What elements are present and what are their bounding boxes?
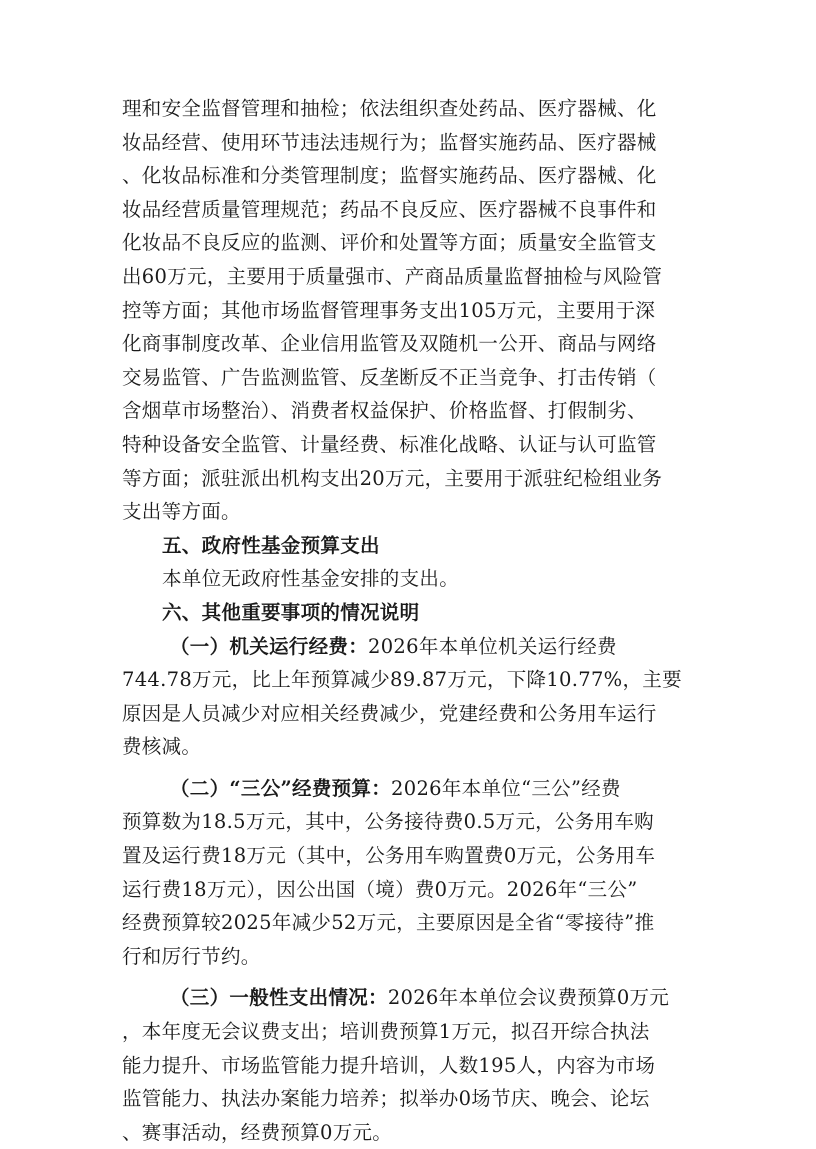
- text-line: 妆品经营质量管理规范；药品不良反应、医疗器械不良事件和: [122, 197, 657, 221]
- subsection-label: （三）一般性支出情况：: [170, 986, 388, 1010]
- subsection-first-line: 2026年本单位“三公”经费: [391, 776, 621, 800]
- text-line: 出60万元，主要用于质量强市、产商品质量监督抽检与风险管: [122, 264, 663, 288]
- subsection-first-line: 2026年本单位机关运行经费: [368, 634, 617, 658]
- text-line: 744.78万元，比上年预算减少89.87万元，下降10.77%，主要: [122, 668, 682, 692]
- subsection-label: （二）“三公”经费预算：: [170, 776, 392, 800]
- text-line: 理和安全监督管理和抽检；依法组织查处药品、医疗器械、化: [122, 97, 657, 120]
- section-heading-five: 五、政府性基金预算支出: [162, 533, 380, 557]
- text-line: 化商事制度改革、企业信用监管及双随机一公开、商品与网络: [122, 332, 657, 356]
- text-line: 控等方面；其他市场监督管理事务支出105万元，主要用于深: [122, 298, 656, 322]
- text-line: 运行费18万元），因公出国（境）费0万元。2026年“三公”: [122, 877, 638, 901]
- text-line: 原因是人员减少对应相关经费减少，党建经费和公务用车运行: [122, 701, 657, 725]
- text-line: 费核减。: [122, 735, 202, 759]
- text-line: 含烟草市场整治）、消费者权益保护、价格监督、打假制劣、: [122, 399, 647, 423]
- text-line: 、化妆品标准和分类管理制度；监督实施药品、医疗器械、化: [122, 164, 657, 188]
- text-line: 监管能力、执法办案能力培养；拟举办0场节庆、晚会、论坛: [122, 1087, 650, 1111]
- text-line: 等方面；派驻派出机构支出20万元，主要用于派驻纪检组业务: [122, 466, 663, 490]
- text-line: 能力提升、市场监管能力提升培训，人数195人，内容为市场: [122, 1053, 656, 1077]
- text-line: 特种设备安全监管、计量经费、标准化战略、认证与认可监管: [122, 432, 657, 456]
- text-line: 化妆品不良反应的监测、评价和处置等方面；质量安全监管支: [122, 231, 657, 255]
- text-line: ，本年度无会议费支出；培训费预算1万元，拟召开综合执法: [122, 1020, 650, 1044]
- document-body: [122, 92, 704, 1149]
- text-line: 置及运行费18万元（其中，公务用车购置费0万元，公务用车: [122, 844, 656, 868]
- text-line: 支出等方面。: [122, 500, 241, 524]
- subsection-operating-costs: [122, 630, 704, 764]
- text-line: 预算数为18.5万元，其中，公务接待费0.5万元，公务用车购: [122, 810, 654, 834]
- subsection-three-public-costs: [122, 772, 704, 974]
- paragraph-continuation: [122, 92, 704, 529]
- subsection-first-line: 2026年本单位会议费预算0万元: [387, 986, 670, 1010]
- text-line: 、赛事活动，经费预算0万元。: [122, 1120, 393, 1144]
- subsection-general-expenses: [122, 981, 704, 1149]
- text-line: 经费预算较2025年减少52万元，主要原因是全省“零接待”推: [122, 911, 655, 935]
- text-line: 行和厉行节约。: [122, 944, 261, 968]
- subsection-label: （一）机关运行经费：: [170, 634, 369, 658]
- text-line: 妆品经营、使用环节违法违规行为；监督实施药品、医疗器械: [122, 130, 657, 154]
- text-line: 交易监管、广告监测监管、反垄断反不正当竞争、打击传销（: [122, 365, 657, 389]
- section-heading-six: 六、其他重要事项的情况说明: [162, 600, 420, 624]
- section-five-text: 本单位无政府性基金安排的支出。: [162, 567, 460, 591]
